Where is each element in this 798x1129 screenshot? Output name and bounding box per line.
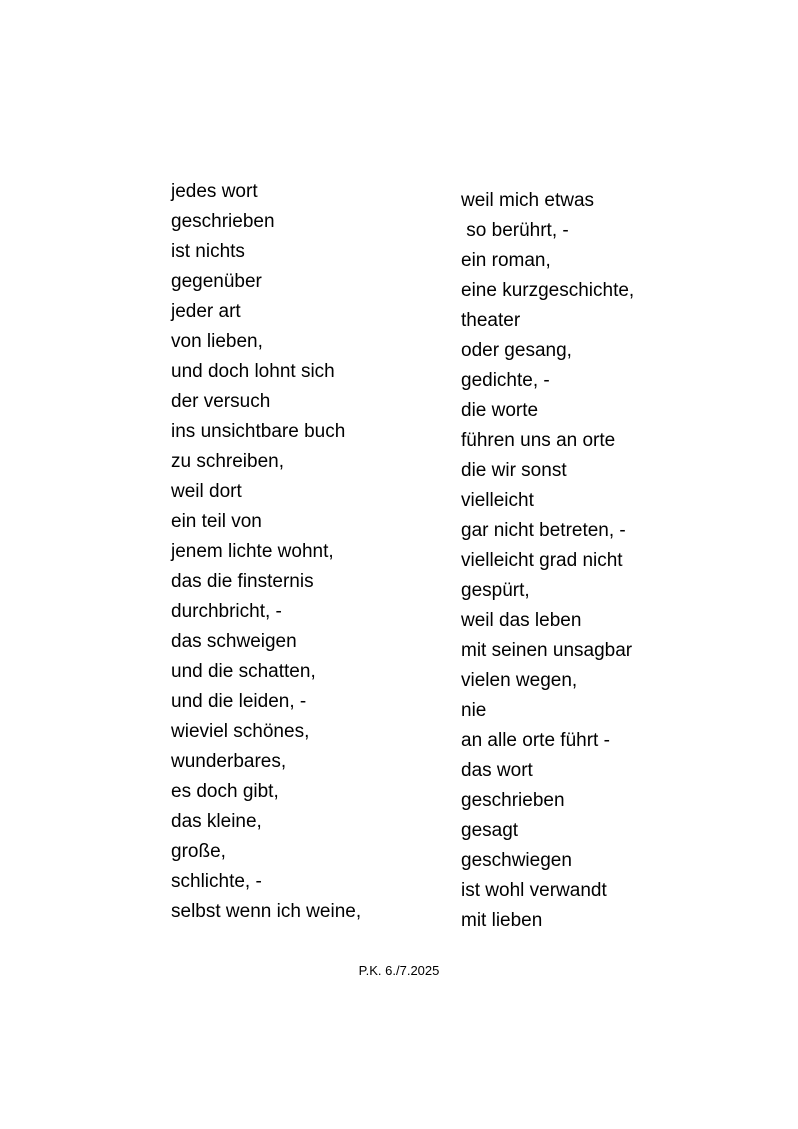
- poem-line: vielleicht: [461, 490, 534, 511]
- poem-line: wunderbares,: [171, 751, 287, 772]
- poem-line: weil mich etwas: [461, 190, 595, 211]
- poem-line: die worte: [461, 400, 539, 421]
- poem-line: gegenüber: [171, 271, 262, 292]
- poem-line: theater: [461, 310, 521, 331]
- poem-line: selbst wenn ich weine,: [171, 901, 362, 922]
- poem-line: durchbricht, -: [171, 601, 282, 622]
- poem-left-column: [171, 177, 361, 927]
- poem-line: große,: [171, 841, 226, 862]
- poem-line: führen uns an orte: [461, 430, 616, 451]
- poem-line: es doch gibt,: [171, 781, 279, 802]
- poem-line: und die leiden, -: [171, 691, 307, 712]
- poem-line: und die schatten,: [171, 661, 316, 682]
- poem-line: an alle orte führt -: [461, 730, 610, 751]
- poem-line: zu schreiben,: [171, 451, 285, 472]
- poem-line: ins unsichtbare buch: [171, 421, 346, 442]
- poem-line: gesagt: [461, 820, 519, 841]
- poem-line: schlichte, -: [171, 871, 262, 892]
- poem-line: jenem lichte wohnt,: [171, 541, 334, 562]
- poem-line: nie: [461, 700, 487, 721]
- poem-line: wieviel schönes,: [171, 721, 310, 742]
- poem-line: gedichte, -: [461, 370, 550, 391]
- poem-line: der versuch: [171, 391, 271, 412]
- poem-line: eine kurzgeschichte,: [461, 280, 635, 301]
- poem-line: das schweigen: [171, 631, 297, 652]
- poem-line: weil dort: [171, 481, 242, 502]
- poem-line: weil das leben: [461, 610, 582, 631]
- poem-line: ein teil von: [171, 511, 262, 532]
- poem-line: das kleine,: [171, 811, 262, 832]
- poem-line: mit seinen unsagbar: [461, 640, 633, 661]
- poem-line: geschrieben: [171, 211, 275, 232]
- poem-line: gespürt,: [461, 580, 530, 601]
- poem-line: jedes wort: [171, 181, 258, 202]
- poem-line: jeder art: [171, 301, 241, 322]
- poem-line: ist wohl verwandt: [461, 880, 607, 901]
- poem-line: geschrieben: [461, 790, 565, 811]
- poem-line: vielleicht grad nicht: [461, 550, 623, 571]
- poem-line: das wort: [461, 760, 533, 781]
- poem-line: mit lieben: [461, 910, 543, 931]
- poem-line: das die finsternis: [171, 571, 314, 592]
- poem-line: ein roman,: [461, 250, 551, 271]
- poem-line: gar nicht betreten, -: [461, 520, 626, 541]
- poem-line: vielen wegen,: [461, 670, 578, 691]
- poem-line: und doch lohnt sich: [171, 361, 335, 382]
- poem-right-column: [461, 186, 634, 936]
- poem-line: von lieben,: [171, 331, 263, 352]
- poem-line: oder gesang,: [461, 340, 572, 361]
- poem-line: geschwiegen: [461, 850, 572, 871]
- author-signature: P.K. 6./7.2025: [358, 963, 440, 978]
- poem-line: ist nichts: [171, 241, 245, 262]
- poem-line: die wir sonst: [461, 460, 567, 481]
- poem-line: so berührt, -: [461, 220, 569, 241]
